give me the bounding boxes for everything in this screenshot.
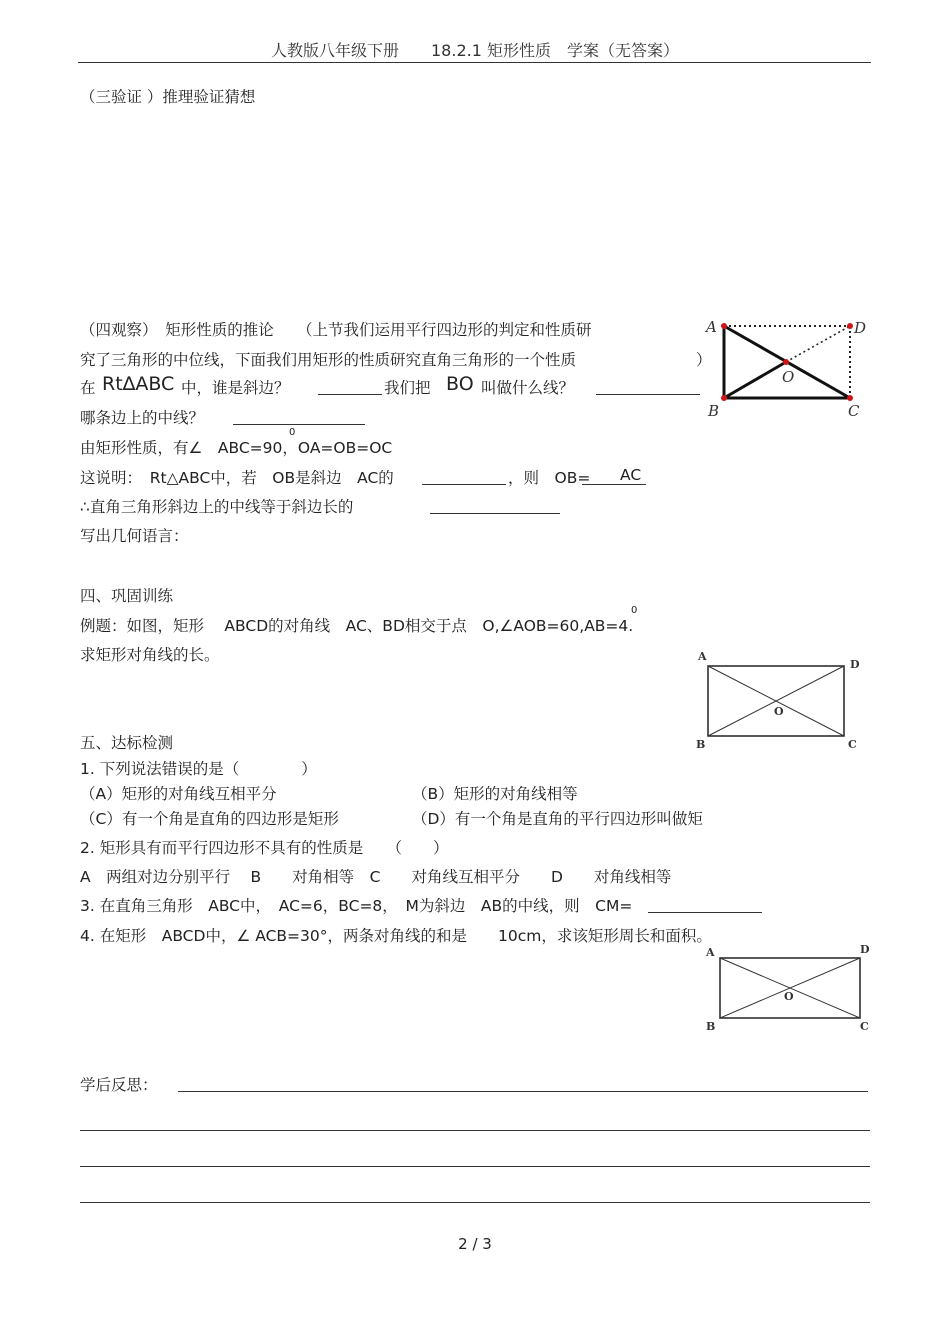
- example-degree: 0: [631, 605, 638, 616]
- question-2-options: A 两组对边分别平行 B 对角相等 C 对角线互相平分 D 对角线相等: [80, 868, 672, 886]
- page-number: 2 / 3: [458, 1235, 492, 1253]
- obs-line3-f: 叫做什么线？: [481, 379, 575, 397]
- question-1: 1. 下列说法错误的是（ ）: [80, 760, 317, 778]
- fig2-label-b: B: [696, 738, 706, 751]
- answer-blank-half[interactable]: [430, 499, 560, 514]
- question-1-option-a[interactable]: （A）矩形的对角线互相平分: [80, 785, 277, 803]
- page-header: 人教版八年级下册 18.2.1 矩形性质 学案（无答案）: [271, 41, 679, 60]
- obs-line6-b: ，则 OB=: [508, 469, 591, 487]
- obs-line1: （四观察） 矩形性质的推论 （上节我们运用平行四边形的判定和性质研: [80, 321, 592, 339]
- fig1-label-a: A: [706, 318, 717, 336]
- fig1-point-c: [847, 395, 853, 401]
- question-2: 2. 矩形具有而平行四边形不具有的性质是 （ ）: [80, 839, 449, 857]
- section5-title: 五、达标检测: [80, 734, 174, 752]
- answer-blank-median-side[interactable]: [233, 410, 365, 425]
- reflection-label: 学后反思：: [80, 1076, 158, 1094]
- reflection-line-3[interactable]: [80, 1166, 870, 1167]
- question-1-option-c[interactable]: （C）有一个角是直角的四边形是矩形: [80, 810, 339, 828]
- obs-line7: ∴直角三角形斜边上的中线等于斜边长的: [80, 498, 354, 516]
- obs-line4: 哪条边上的中线？: [80, 409, 205, 427]
- reflection-line-2[interactable]: [80, 1130, 870, 1131]
- fig1-point-o: [783, 359, 789, 365]
- fig1-point-b: [721, 395, 727, 401]
- question-3: 3. 在直角三角形 ABC中， AC=6，BC=8， M为斜边 AB的中线，则 CM=: [80, 897, 633, 915]
- question-4: 4. 在矩形 ABCD中，∠ ACB=30°，两条对角线的和是 10cm，求该矩形周长和面积。: [80, 927, 712, 945]
- obs-line3-a: 在: [80, 379, 96, 397]
- fig3-label-c: C: [860, 1020, 869, 1033]
- section3-title: （三验证 ）推理验证猜想: [80, 88, 256, 106]
- fig1-segment-od: [786, 326, 850, 362]
- obs-line3-c: 中，谁是斜边？: [181, 379, 290, 397]
- reflection-line-1[interactable]: [178, 1091, 868, 1092]
- fig3-label-a: A: [706, 946, 715, 959]
- question-1-option-b[interactable]: （B）矩形的对角线相等: [412, 785, 578, 803]
- obs-line2-paren: ）: [696, 351, 712, 369]
- section4-title: 四、巩固训练: [80, 587, 174, 605]
- obs-line5: 由矩形性质，有∠ ABC=90，OA=OB=OC: [80, 439, 393, 457]
- answer-blank-cm[interactable]: [648, 898, 762, 913]
- fig3-label-o: O: [784, 990, 794, 1003]
- fig1-median-bo: [724, 362, 786, 398]
- obs-line5-degree: 0: [289, 427, 296, 438]
- fig3-label-d: D: [860, 943, 870, 956]
- fig2-label-o: O: [774, 705, 784, 718]
- obs-line6-a: 这说明： Rt△ABC中，若 OB是斜边 AC的: [80, 469, 394, 487]
- obs-line6-ac: AC: [620, 466, 642, 484]
- answer-blank-hypotenuse[interactable]: [318, 380, 382, 395]
- fig1-point-a: [721, 323, 727, 329]
- obs-line2: 究了三角形的中位线，下面我们用矩形的性质研究直角三角形的一个性质: [80, 351, 577, 369]
- fig1-point-d: [847, 323, 853, 329]
- obs-line3-d: 我们把: [384, 379, 431, 397]
- fig1-label-o: O: [782, 368, 795, 386]
- fig2-label-c: C: [848, 738, 857, 751]
- fig2-label-a: A: [698, 650, 707, 663]
- header-rule: [78, 62, 871, 63]
- fig1-label-b: B: [708, 402, 720, 420]
- figure-rectangle-triangle: [700, 312, 872, 422]
- example-line1: 例题：如图，矩形 ABCD的对角线 AC、BD相交于点 O,∠AOB=60,AB=4.: [80, 617, 634, 635]
- fig1-label-d: D: [854, 319, 867, 337]
- obs-line8: 写出几何语言：: [80, 527, 189, 545]
- obs-line3-rt: Rt∆ABC: [102, 373, 175, 395]
- figure-question4-rectangle: [704, 944, 874, 1036]
- example-line2: 求矩形对角线的长。: [80, 646, 220, 664]
- obs-line3-bo: BO: [446, 373, 474, 395]
- fig3-label-b: B: [706, 1020, 716, 1033]
- fig2-label-d: D: [850, 658, 860, 671]
- answer-blank-bo-name[interactable]: [596, 380, 700, 395]
- answer-blank-median[interactable]: [422, 470, 506, 485]
- reflection-line-4[interactable]: [80, 1202, 870, 1203]
- question-1-option-d[interactable]: （D）有一个角是直角的平行四边形叫做矩: [412, 810, 703, 828]
- figure-example-rectangle: [694, 650, 864, 752]
- fig1-label-c: C: [848, 402, 860, 420]
